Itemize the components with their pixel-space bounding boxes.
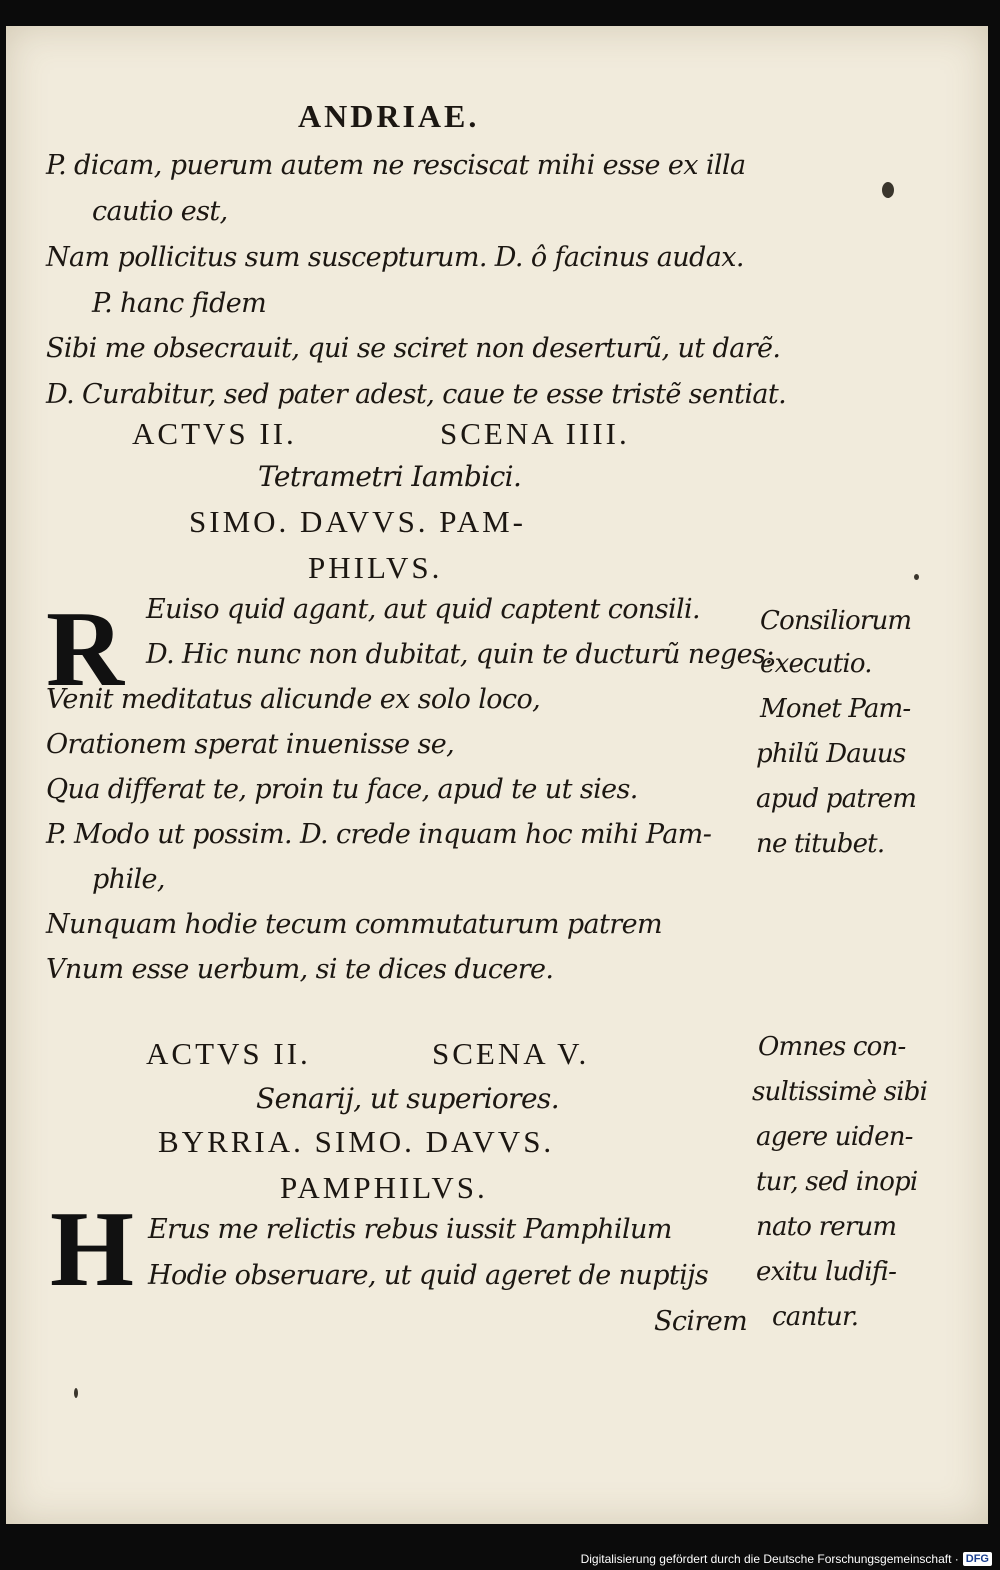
margin-note: executio.: [760, 649, 872, 679]
text-line: D. Hic nunc non dubitat, quin te ducturũ neges:: [146, 639, 774, 670]
text-line: P. dicam, puerum autem ne resciscat mihi esse ex illa: [46, 150, 746, 181]
credit-text: Digitalisierung gefördert durch die Deutsche Forschungsgemeinschaft ·: [580, 1552, 959, 1566]
text-line: P. hanc fidem: [92, 288, 267, 319]
running-head: ANDRIAE.: [298, 98, 480, 134]
scene4-meter: Tetrametri Iambici.: [258, 460, 522, 493]
margin-note: tur, sed inopi: [756, 1167, 918, 1197]
text-line: Hodie obseruare, ut quid ageret de nuptijs: [148, 1260, 709, 1291]
text-line: Erus me relictis rebus iussit Pamphilum: [148, 1214, 672, 1245]
catchword: Scirem: [654, 1306, 748, 1337]
scene5-scene-heading: SCENA V.: [432, 1036, 590, 1071]
book-page: [6, 26, 988, 1524]
scene4-scene-heading: SCENA IIII.: [440, 416, 630, 451]
text-line: phile,: [92, 864, 165, 895]
text-line: Orationem sperat inuenisse se,: [46, 729, 455, 760]
text-line: Vnum esse uerbum, si te dices ducere.: [46, 954, 554, 985]
margin-note: ne titubet.: [756, 829, 885, 859]
text-line: Nam pollicitus sum suscepturum. D. ô facinus audax.: [46, 242, 744, 273]
margin-note: apud patrem: [756, 784, 917, 814]
text-line: Sibi me obsecrauit, qui se sciret non deserturũ, ut darẽ.: [46, 333, 781, 364]
paper-speck: [914, 574, 919, 580]
scene4-act-heading: ACTVS II.: [132, 416, 297, 451]
text-line: P. Modo ut possim. D. crede inquam hoc mihi Pam-: [46, 819, 712, 850]
text-line: Euiso quid agant, aut quid captent consili.: [146, 594, 701, 625]
scene4-persons: SIMO. DAVVS. PAM-: [189, 504, 526, 539]
digitization-credit: [581, 1551, 992, 1567]
margin-note: Omnes con-: [758, 1032, 906, 1062]
paper-speck: [74, 1388, 78, 1398]
scene4-persons: PHILVS.: [308, 550, 443, 585]
margin-note: cantur.: [772, 1302, 859, 1332]
dfg-logo-icon: DFG: [963, 1552, 992, 1566]
text-line: Nunquam hodie tecum commutaturum patrem: [46, 909, 662, 940]
drop-cap-h: H: [50, 1190, 135, 1309]
text-line: Qua differat te, proin tu face, apud te ut sies.: [46, 774, 638, 805]
text-line: D. Curabitur, sed pater adest, caue te esse tristẽ sentiat.: [46, 379, 787, 410]
margin-note: Consiliorum: [760, 606, 912, 636]
margin-note: Monet Pam-: [760, 694, 911, 724]
text-line: Venit meditatus alicunde ex solo loco,: [46, 684, 541, 715]
text-line: cautio est,: [92, 196, 228, 227]
paper-speck: [882, 182, 894, 198]
margin-note: philũ Dauus: [756, 739, 906, 769]
margin-note: sultissimè sibi: [752, 1077, 928, 1107]
margin-note: agere uiden-: [756, 1122, 913, 1152]
margin-note: nato rerum: [756, 1212, 897, 1242]
scene5-persons: PAMPHILVS.: [280, 1170, 488, 1205]
scene5-act-heading: ACTVS II.: [146, 1036, 311, 1071]
scene5-meter: Senarij, ut superiores.: [256, 1082, 560, 1115]
margin-note: exitu ludifi-: [756, 1257, 897, 1287]
scene5-persons: BYRRIA. SIMO. DAVVS.: [158, 1124, 555, 1159]
drop-cap-r: R: [46, 590, 124, 709]
